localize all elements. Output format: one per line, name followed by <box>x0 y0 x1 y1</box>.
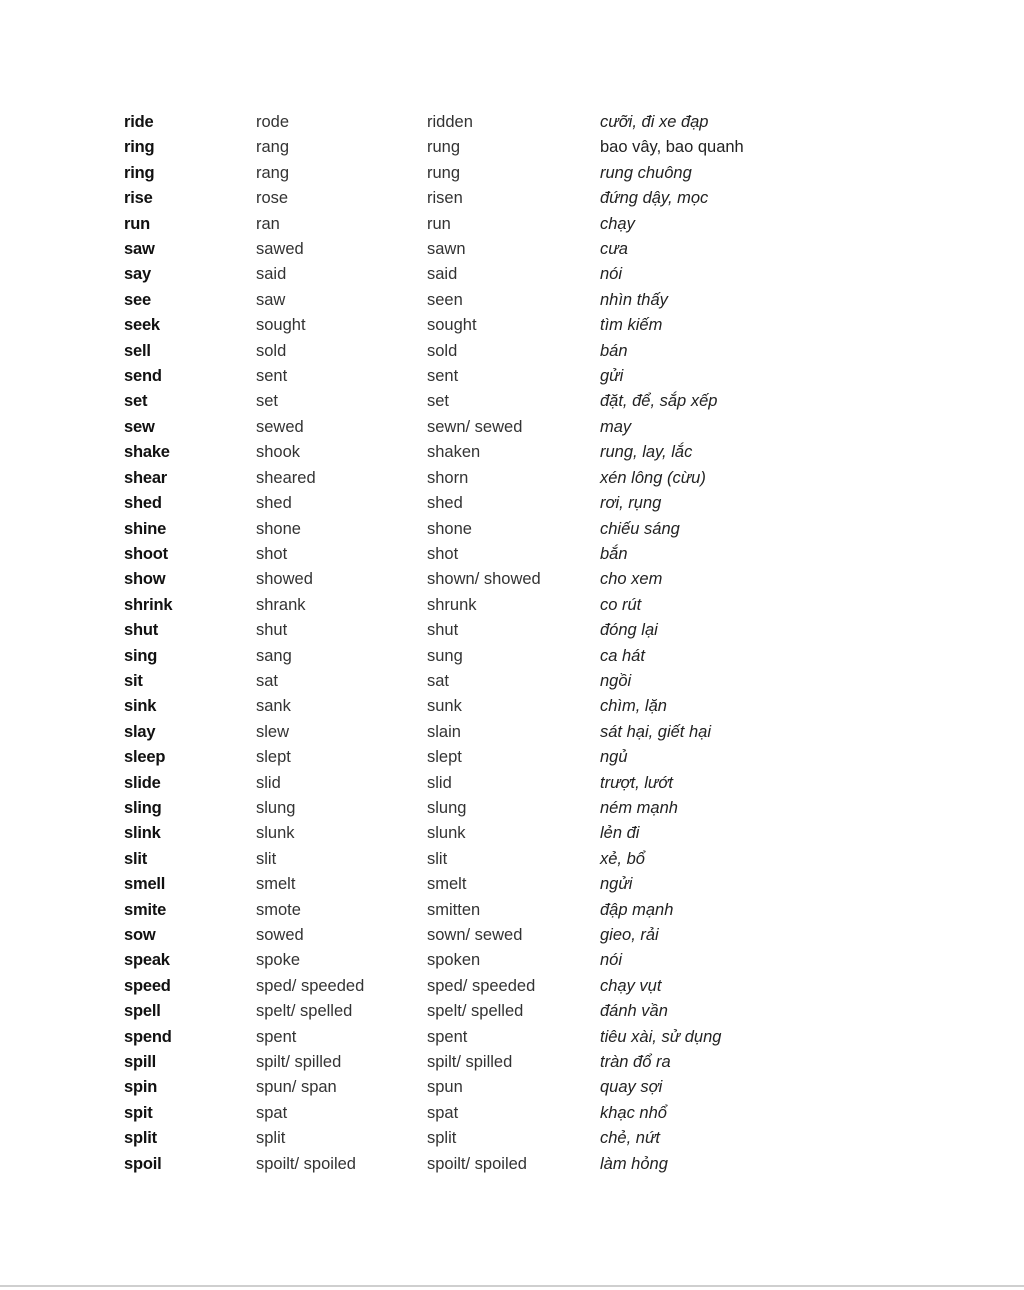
past-simple: saw <box>256 290 286 309</box>
base-form: shed <box>124 494 162 513</box>
past-participle: sunk <box>427 697 462 716</box>
past-participle: spun <box>427 1078 463 1097</box>
past-simple: sped/ speeded <box>256 976 365 995</box>
meaning: quay sợi <box>600 1078 663 1097</box>
base-form: ring <box>124 163 155 182</box>
meaning: làm hỏng <box>600 1154 668 1173</box>
past-simple: slept <box>256 748 291 767</box>
past-simple: rode <box>256 113 290 131</box>
meaning: xẻ, bổ <box>600 849 645 868</box>
past-simple: shot <box>256 544 288 563</box>
past-simple: smelt <box>256 875 296 894</box>
past-participle: slept <box>427 748 462 767</box>
meaning: bao vây, bao quanh <box>600 138 744 157</box>
table-row <box>124 1152 820 1177</box>
past-participle: spent <box>427 1027 468 1046</box>
meaning: ca hát <box>600 646 645 665</box>
table-row <box>124 389 820 414</box>
past-participle: rung <box>427 138 461 157</box>
table-row <box>124 186 820 211</box>
past-participle: smelt <box>427 875 467 894</box>
table-row <box>124 161 820 186</box>
meaning: tìm kiếm <box>600 316 663 335</box>
table-row <box>124 745 820 770</box>
past-simple: rang <box>256 163 290 182</box>
table-row <box>124 517 820 542</box>
meaning: đứng dậy, mọc <box>600 189 709 208</box>
past-participle: spat <box>427 1103 459 1122</box>
base-form: see <box>124 290 151 309</box>
table-row <box>124 593 820 618</box>
meaning: cho xem <box>600 570 663 589</box>
table-row <box>124 847 820 872</box>
table-row <box>124 1025 820 1050</box>
past-participle: sown/ sewed <box>427 926 523 944</box>
past-participle: ridden <box>427 113 473 131</box>
past-participle: sawn <box>427 240 466 259</box>
base-form: rise <box>124 189 153 208</box>
past-participle: shed <box>427 494 463 513</box>
base-form: spend <box>124 1027 172 1046</box>
base-form: smite <box>124 900 167 919</box>
base-form: shoot <box>124 544 168 563</box>
table-row <box>124 644 820 669</box>
base-form: run <box>124 214 150 233</box>
base-form: slay <box>124 722 156 741</box>
past-participle: shrunk <box>427 595 477 614</box>
past-simple: sewed <box>256 417 304 436</box>
meaning: xén lông (cừu) <box>600 468 706 487</box>
past-participle: shown/ showed <box>427 570 541 589</box>
past-simple: spelt/ spelled <box>256 1002 353 1021</box>
past-participle: set <box>427 392 450 411</box>
past-participle: seen <box>427 290 463 309</box>
past-simple: sank <box>256 697 291 716</box>
base-form: ride <box>124 113 154 131</box>
meaning: chìm, lặn <box>600 697 667 716</box>
table-row <box>124 339 820 364</box>
base-form: sew <box>124 417 155 436</box>
past-simple: ran <box>256 214 280 233</box>
past-simple: slit <box>256 849 277 868</box>
past-simple: sat <box>256 671 279 690</box>
base-form: ring <box>124 138 155 157</box>
table-row <box>124 237 820 262</box>
meaning: ngồi <box>600 671 632 690</box>
past-simple: spat <box>256 1103 288 1122</box>
meaning: nói <box>600 951 623 970</box>
past-participle: sold <box>427 341 458 360</box>
table-row <box>124 1075 820 1100</box>
base-form: spin <box>124 1078 158 1097</box>
page-edge-divider <box>0 1285 1024 1287</box>
base-form: spell <box>124 1002 161 1021</box>
table-row <box>124 1126 820 1151</box>
meaning: tràn đổ ra <box>600 1053 671 1072</box>
past-simple: sang <box>256 646 292 665</box>
past-participle: sewn/ sewed <box>427 417 523 436</box>
base-form: slide <box>124 773 161 792</box>
base-form: sleep <box>124 748 166 767</box>
past-participle: sped/ speeded <box>427 976 536 995</box>
base-form: slit <box>124 849 148 868</box>
past-participle: shot <box>427 544 459 563</box>
table-row <box>124 694 820 719</box>
meaning: cưa <box>600 240 628 259</box>
past-participle: slain <box>427 722 461 741</box>
past-participle: sat <box>427 671 450 690</box>
table-row <box>124 212 820 237</box>
meaning: bắn <box>600 544 628 563</box>
past-participle: smitten <box>427 900 481 919</box>
meaning: lẻn đi <box>600 824 640 843</box>
meaning: tiêu xài, sử dụng <box>600 1027 722 1046</box>
table-row <box>124 923 820 948</box>
base-form: shine <box>124 519 167 538</box>
base-form: speak <box>124 951 170 970</box>
table-row <box>124 948 820 973</box>
past-participle: slid <box>427 773 452 792</box>
meaning: đóng lại <box>600 621 658 640</box>
past-simple: spoilt/ spoiled <box>256 1154 356 1173</box>
meaning: rung chuông <box>600 163 692 182</box>
past-simple: slung <box>256 798 296 817</box>
base-form: spoil <box>124 1154 162 1173</box>
meaning: gửi <box>600 367 624 386</box>
past-participle: split <box>427 1129 457 1148</box>
table-row <box>124 440 820 465</box>
base-form: smell <box>124 875 166 894</box>
past-simple: sought <box>256 316 306 335</box>
table-row <box>124 567 820 592</box>
base-form: split <box>124 1129 157 1148</box>
past-simple: smote <box>256 900 301 919</box>
meaning: ngủ <box>600 748 628 767</box>
base-form: sow <box>124 926 156 944</box>
meaning: chạy vụt <box>600 976 662 995</box>
past-simple: shrank <box>256 595 306 614</box>
past-participle: shut <box>427 621 459 640</box>
table-row <box>124 1050 820 1075</box>
past-simple: set <box>256 392 279 411</box>
table-row <box>124 262 820 287</box>
meaning: trượt, lướt <box>600 773 673 792</box>
base-form: shake <box>124 443 170 462</box>
past-participle: slung <box>427 798 467 817</box>
table-row <box>124 821 820 846</box>
table-row <box>124 796 820 821</box>
base-form: slink <box>124 824 161 843</box>
past-participle: sung <box>427 646 463 665</box>
table-row <box>124 415 820 440</box>
base-form: shear <box>124 468 168 487</box>
past-simple: sowed <box>256 926 304 944</box>
past-participle: slunk <box>427 824 466 843</box>
meaning: nhìn thấy <box>600 290 668 309</box>
base-form: sell <box>124 341 151 360</box>
base-form: sink <box>124 697 157 716</box>
table-row <box>124 618 820 643</box>
past-simple: rang <box>256 138 290 157</box>
past-simple: sent <box>256 367 288 386</box>
base-form: send <box>124 367 162 386</box>
meaning: nói <box>600 265 623 284</box>
table-row <box>124 110 820 135</box>
table-row <box>124 135 820 160</box>
past-simple: slunk <box>256 824 295 843</box>
past-simple: slew <box>256 722 290 741</box>
past-simple: sold <box>256 341 287 360</box>
table-row <box>124 872 820 897</box>
past-participle: said <box>427 265 458 284</box>
base-form: show <box>124 570 166 589</box>
past-simple: slid <box>256 773 281 792</box>
base-form: set <box>124 392 148 411</box>
meaning: ném mạnh <box>600 798 678 817</box>
base-form: sit <box>124 671 143 690</box>
past-simple: split <box>256 1129 286 1148</box>
base-form: sling <box>124 798 162 817</box>
base-form: speed <box>124 976 171 995</box>
past-simple: sheared <box>256 468 316 487</box>
meaning: bán <box>600 341 628 360</box>
past-simple: shook <box>256 443 301 462</box>
meaning: gieo, rải <box>600 926 659 944</box>
past-participle: sought <box>427 316 477 335</box>
past-participle: shaken <box>427 443 481 462</box>
base-form: shrink <box>124 595 173 614</box>
table-row <box>124 771 820 796</box>
table-row <box>124 1101 820 1126</box>
meaning: rơi, rụng <box>600 494 662 513</box>
table-row <box>124 313 820 338</box>
meaning: chiếu sáng <box>600 519 680 538</box>
past-participle: sent <box>427 367 459 386</box>
meaning: cưỡi, đi xe đạp <box>600 113 709 131</box>
past-participle: shorn <box>427 468 469 487</box>
past-participle: spoilt/ spoiled <box>427 1154 527 1173</box>
meaning: chẻ, nứt <box>600 1129 660 1148</box>
verb-rows <box>124 110 820 1177</box>
past-simple: spoke <box>256 951 301 970</box>
table-row <box>124 999 820 1024</box>
past-simple: spun/ span <box>256 1078 337 1097</box>
table-row <box>124 974 820 999</box>
meaning: đánh vần <box>600 1002 668 1021</box>
base-form: seek <box>124 316 160 335</box>
past-simple: shone <box>256 519 301 538</box>
meaning: rung, lay, lắc <box>600 443 693 462</box>
table-row <box>124 542 820 567</box>
meaning: co rút <box>600 595 642 614</box>
table-row <box>124 898 820 923</box>
table-row <box>124 491 820 516</box>
base-form: spit <box>124 1103 153 1122</box>
past-simple: spilt/ spilled <box>256 1053 342 1072</box>
meaning: sát hại, giết hại <box>600 722 711 741</box>
past-simple: shut <box>256 621 288 640</box>
past-simple: said <box>256 265 287 284</box>
base-form: shut <box>124 621 159 640</box>
past-participle: risen <box>427 189 463 208</box>
meaning: đập mạnh <box>600 900 674 919</box>
base-form: sing <box>124 646 158 665</box>
base-form: saw <box>124 240 155 259</box>
table-row <box>124 288 820 313</box>
past-participle: spelt/ spelled <box>427 1002 524 1021</box>
past-simple: spent <box>256 1027 297 1046</box>
past-simple: showed <box>256 570 313 589</box>
past-simple: sawed <box>256 240 304 259</box>
table-row <box>124 364 820 389</box>
past-participle: spoken <box>427 951 481 970</box>
base-form: say <box>124 265 151 284</box>
table-row <box>124 720 820 745</box>
irregular-verbs-table <box>124 110 820 1177</box>
meaning: khạc nhổ <box>600 1103 667 1122</box>
past-simple: shed <box>256 494 292 513</box>
meaning: chạy <box>600 214 635 233</box>
past-participle: rung <box>427 163 461 182</box>
meaning: may <box>600 417 632 436</box>
past-participle: shone <box>427 519 472 538</box>
table-row <box>124 669 820 694</box>
past-participle: run <box>427 214 451 233</box>
past-participle: slit <box>427 849 448 868</box>
meaning: ngửi <box>600 875 633 894</box>
past-simple: rose <box>256 189 289 208</box>
past-participle: spilt/ spilled <box>427 1053 513 1072</box>
base-form: spill <box>124 1053 157 1072</box>
meaning: đặt, để, sắp xếp <box>600 392 718 411</box>
table-row <box>124 466 820 491</box>
